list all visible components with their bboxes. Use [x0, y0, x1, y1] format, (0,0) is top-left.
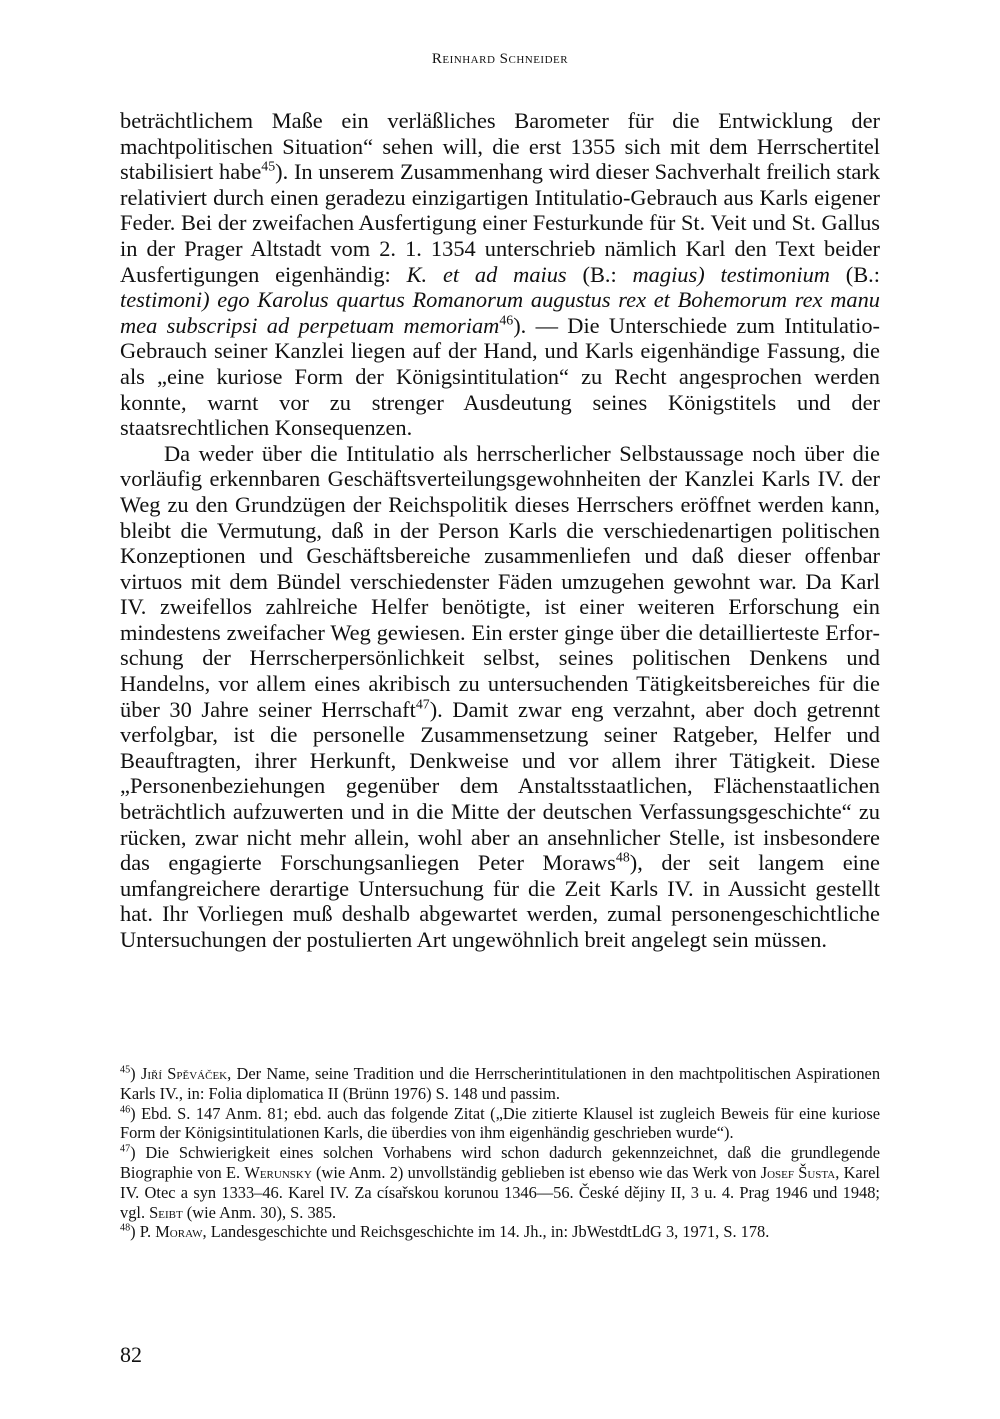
text-run: (B.: — [566, 261, 633, 287]
author-name: Moraw — [155, 1222, 203, 1242]
text-run: ) P. — [130, 1222, 156, 1242]
text-run: ) Ebd. S. 147 Anm. 81; ebd. auch das folgende Zitat („Die zitierte Klausel ist zugleich Beweis für eine kuriose Form der Königsintitulationen Karls, die überdies von ihm eigenhändig geschrieben wurde“). — [120, 1103, 880, 1143]
footnote — [120, 1143, 880, 1222]
latin-quote: magius) testimonium — [632, 261, 830, 287]
author-name: Josef Šusta — [760, 1162, 836, 1182]
text-run: (wie Anm. 2) unvollständig geblieben ist ebenso wie das Werk von — [311, 1162, 761, 1182]
author-name: Jiří Spěváček — [140, 1064, 228, 1083]
footnote-ref: 46 — [499, 313, 514, 329]
footnote-ref: 46 — [120, 1104, 131, 1116]
footnote — [120, 1064, 880, 1104]
text-run: ) Die Schwierigkeit eines solchen Vorhabens wird schon dadurch gekennzeichnet, daß die grundlegende Biographie von E. — [120, 1143, 880, 1182]
footnote-ref: 45 — [261, 159, 276, 175]
author-name: Werunsky — [244, 1162, 312, 1182]
page-number: 82 — [120, 1342, 142, 1367]
running-head: Reinhard Schneider — [431, 51, 569, 67]
text-run: ). In unserem Zusammenhang wird dieser Sachverhalt freilich stark relativiert durch einen geradezu einzigartigen Intitulatio-Gebrauch aus Karls eigener Feder. Bei der zweifachen Ausfertigung einer Festurkunde für St. Veit und St. Gallus in der Prager Altstadt vom 2. 1. 1354 unterschrieb nämlich Karl den Text beider Ausfertigungen eigenhändig: — [120, 159, 880, 287]
text-run: ). Damit zwar eng verzahnt, aber doch getrennt verfolgbar, ist die personelle Zusammensetzung seiner Ratgeber, Helfer und Beauftragten, ihrer Herkunft, Denkweise und vor allem ihrer Tätigkeit. Diese „Personenbeziehungen gegenüber dem Anstaltsstaatlichen, Flächenstaatlichen beträchtlich aufzuwerten und in die Mitte der deutschen Verfassungsgeschichte“ zu rücken, zwar nicht mehr allein, wohl aber an ansehnlicher Stelle, ist insbesondere das engagierte Forschungsanliegen Peter Moraws — [120, 696, 880, 876]
text-run: , Landesgeschichte und Reichsgeschichte im 14. Jh., in: JbWestdtLdG 3, 1971, S. 178. — [202, 1222, 770, 1242]
text-run: (wie Anm. 30), S. 385. — [182, 1202, 337, 1222]
latin-quote: testimoni) ego Karolus quartus Romanorum augustus rex et Bohemorum rex manu mea subscripsi ad perpetuam memoriam — [120, 287, 880, 338]
paragraph — [120, 108, 880, 441]
footnote-ref: 48 — [120, 1222, 131, 1234]
footnote — [120, 1222, 880, 1242]
text-run: ). — Die Unterschiede zum Intitulatio-Gebrauch seiner Kanzlei liegen auf der Hand, und Karls eigenhändige Fassung, die als „eine kuriose Form der Königsintitulation“ zu Recht angesprochen werden konnte, warnt vor zu strenger Ausdeutung seines Königstitels und der staatsrechtlichen Konsequenzen. — [120, 312, 880, 441]
text-run: Da weder über die Intitulatio als herrscherlicher Selbstaussage noch über die vorläufig erkennbaren Geschäftsverteilungsgewohnheiten der Kanzlei Karls IV. der Weg zu den Grundzügen der Reichspolitik dieses Herrschers eröffnet werden kann, bleibt die Vermutung, daß in der Person Karls die verschiedenartigen politischen Konzeptionen und Geschäftsbereiche zusammenliefen und daß dieser offenbar virtuos mit dem Bündel verschiedenster Fäden umzugehen gewohnt war. Da Karl IV. zweifellos zahlreiche Helfer benötigte, ist einer weiteren Erforschung ein mindestens zweifacher Weg gewiesen. Ein erster ginge über die detaillierteste Erforschung der Herrscherpersönlichkeit selbst, seines politischen Denkens und Handelns, vor allem eines akribisch zu untersuchenden Tätigkeitsbereiches für die über 30 Jahre seiner Herrschaft — [120, 440, 880, 722]
footnote-ref: 45 — [120, 1064, 131, 1076]
footnote-ref: 48 — [615, 850, 630, 866]
text-run: , Der Name, seine Tradition und die Herrscherintitulationen in den machtpolitischen Aspirationen Karls IV., in: Folia diplomatica II (Brünn 1976) S. 148 und passim. — [120, 1064, 881, 1103]
latin-quote: K. et ad maius — [406, 261, 567, 287]
footnote — [120, 1104, 880, 1144]
text-run: beträchtlichem Maße ein verläßliches Barometer für die Entwicklung der machtpolitischen Situation“ sehen will, die erst 1355 sich mit dem Herrschertitel stabilisiert habe — [120, 108, 880, 185]
footnote-ref: 47 — [415, 697, 430, 713]
author-name: Seibt — [149, 1202, 183, 1222]
text-run: , Karel IV. Otec a syn 1333–46. Karel IV. Za císařskou korunou 1346—56. České dějiny II, 3 u. 4. Prag 1946 und 1948; vgl. — [120, 1162, 880, 1222]
footnote-ref: 47 — [120, 1143, 131, 1155]
footnotes — [120, 1064, 880, 1242]
body-text — [120, 108, 880, 953]
text-run: ) — [130, 1064, 141, 1083]
text-run: ), der seit langem eine umfangreichere derartige Untersuchung für die Zeit Karls IV. in Aussicht gestellt hat. Ihr Vorliegen muß deshalb abgewartet werden, zumal personengeschichtliche Untersuchungen der postulierten Art ungewöhnlich breit angelegt sein müssen. — [120, 850, 880, 952]
text-run: (B.: — [829, 261, 880, 287]
paragraph — [120, 441, 880, 953]
